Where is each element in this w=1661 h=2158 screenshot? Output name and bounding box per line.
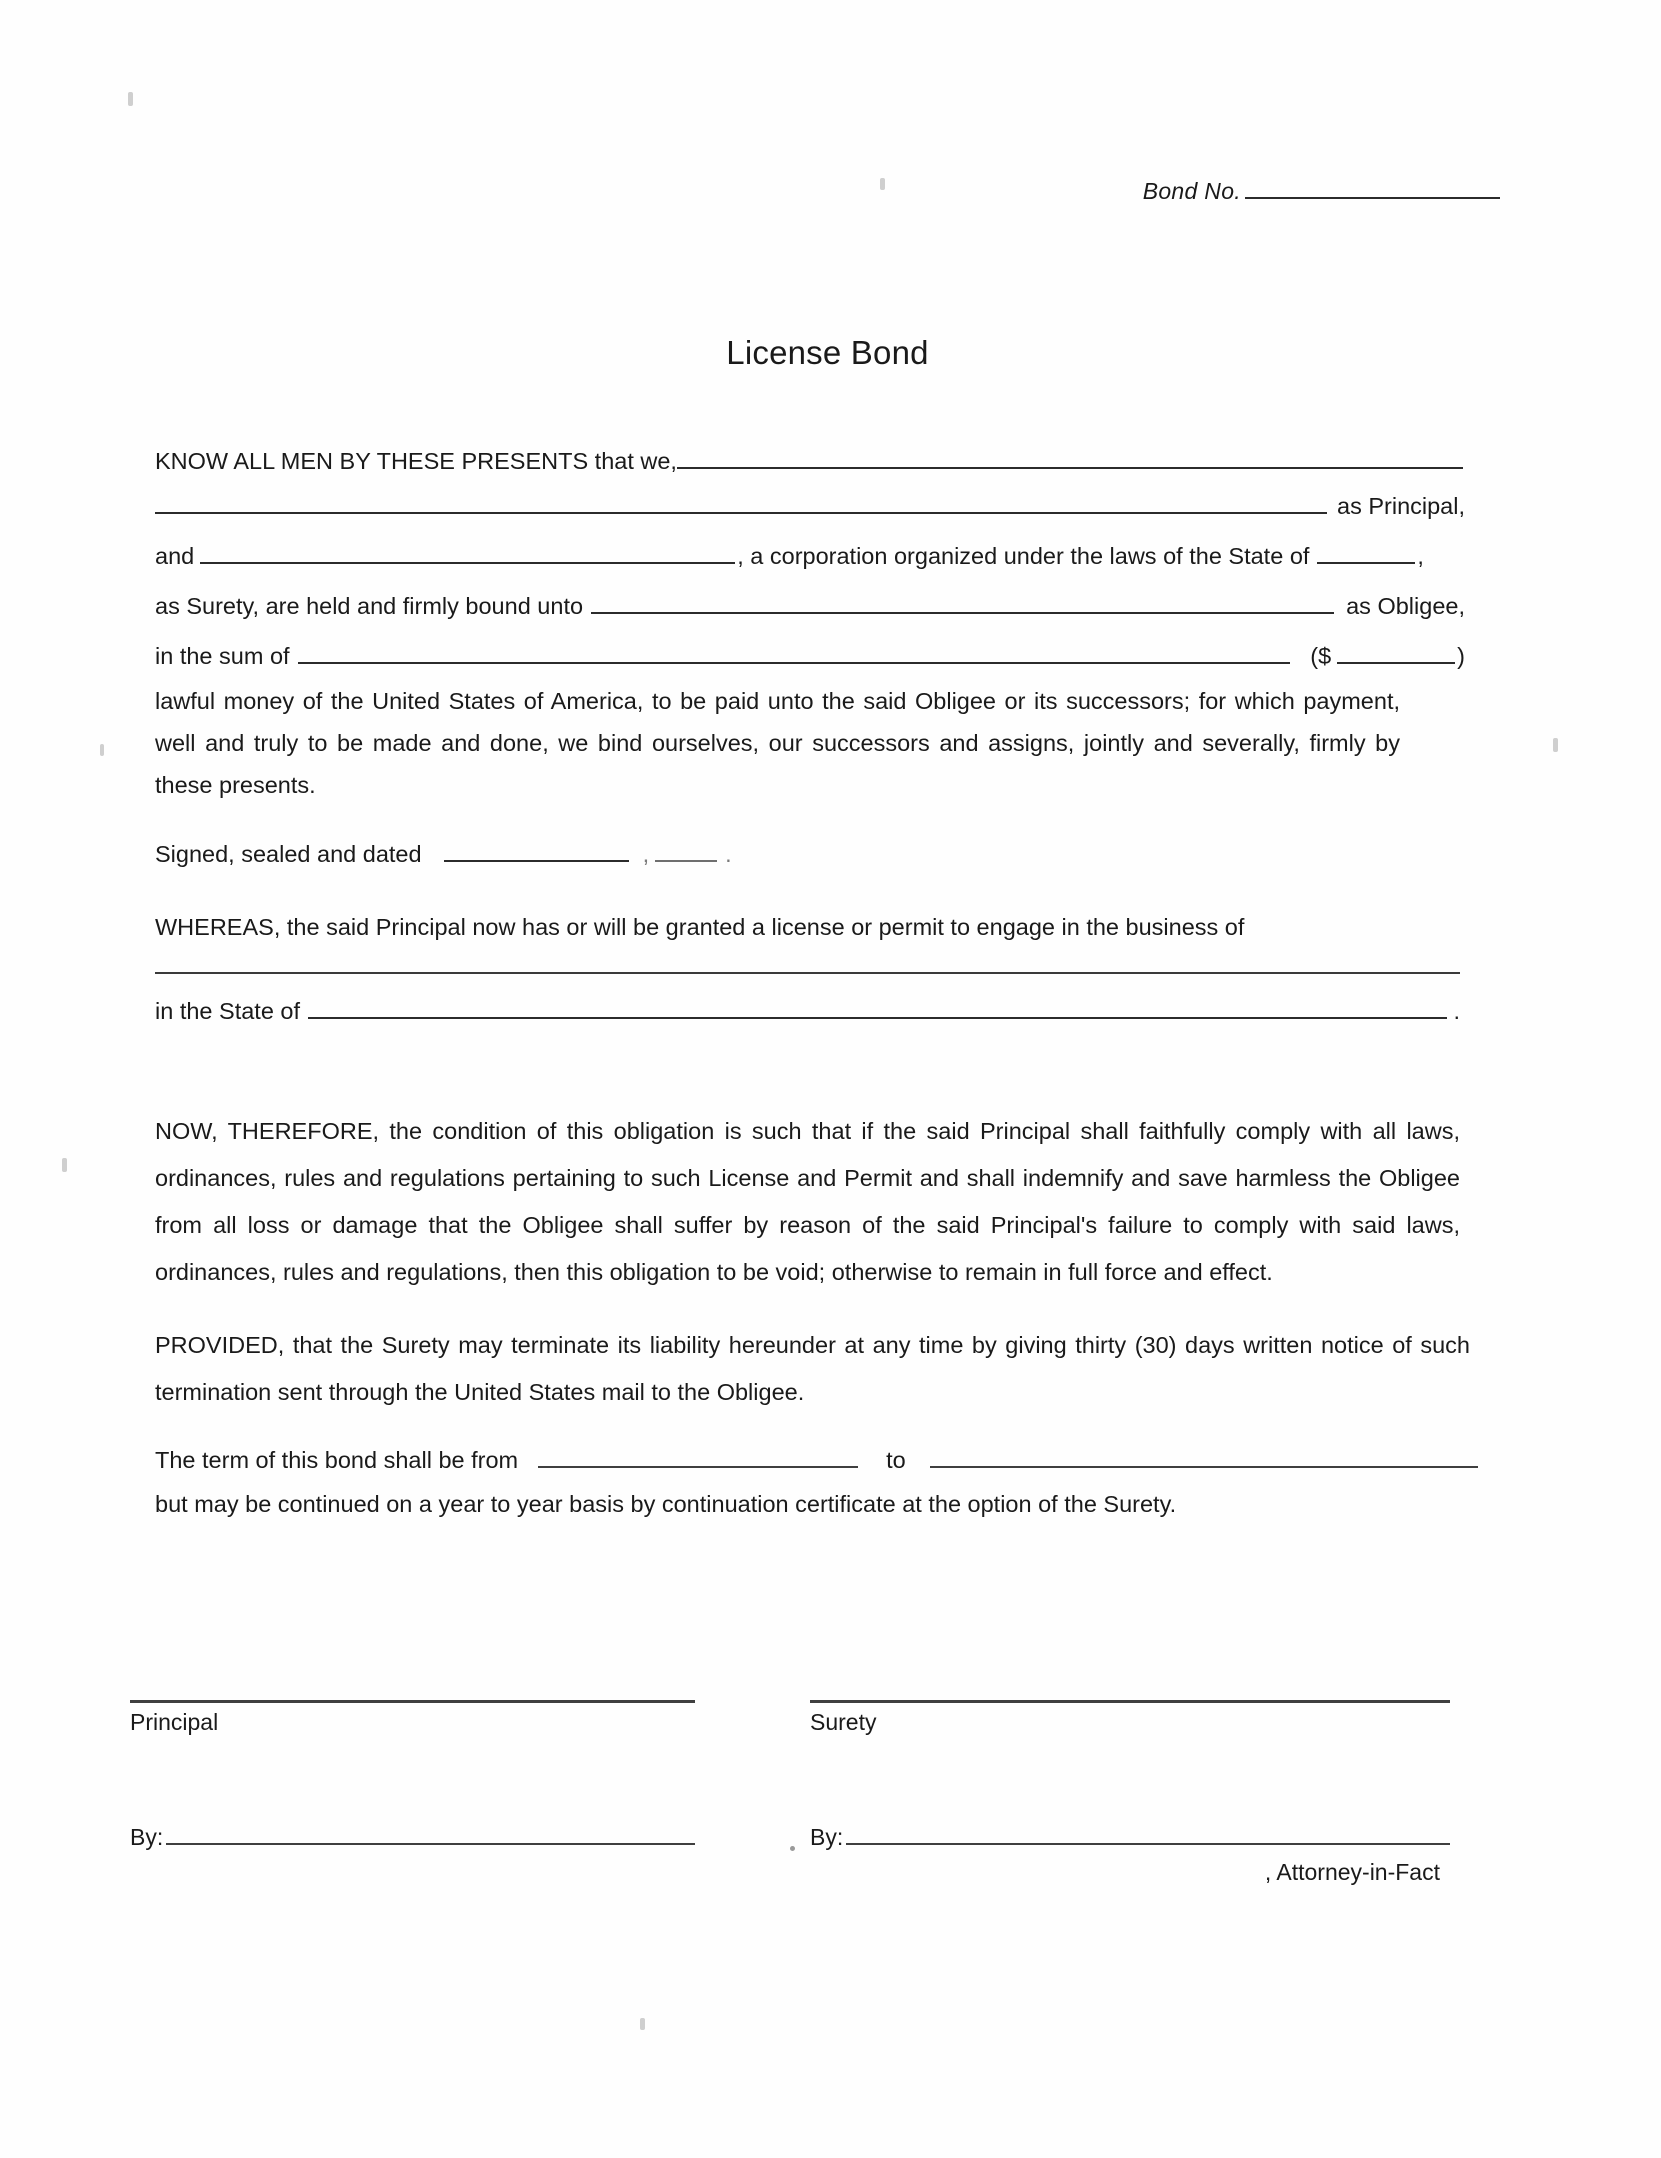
sum-line: [155, 638, 1465, 674]
in-the-sum-of-label: in the sum of: [155, 643, 290, 669]
know-all-men-label: KNOW ALL MEN BY THESE PRESENTS that we,: [155, 448, 677, 474]
whereas-paragraph: WHEREAS, the said Principal now has or will be granted a license or permit to engage in the business of: [155, 914, 1245, 940]
surety-corporation-line: [155, 538, 1465, 574]
obligee-line: [155, 588, 1465, 624]
surety-signature-column: [810, 1700, 1450, 1736]
scan-speck: [100, 744, 104, 756]
as-obligee-label: as Obligee,: [1346, 593, 1465, 619]
know-all-men-line: [155, 444, 1465, 478]
obligee-name-blank[interactable]: [591, 612, 1334, 614]
surety-by-label: By:: [810, 1824, 844, 1850]
lawful-money-paragraph: lawful money of the United States of America, to be paid unto the said Obligee or its successors; for which payment, well and truly to be made and done, we bind ourselves, our successors and assigns, jointly and severally, firmly by these presents.: [155, 688, 1400, 798]
sum-amount-blank[interactable]: [1337, 662, 1455, 664]
principal-name-blank-1[interactable]: [677, 467, 1463, 469]
signature-name-row: [130, 1700, 1500, 1736]
signed-date-period: .: [725, 841, 732, 867]
surety-by-field[interactable]: [810, 1824, 1450, 1851]
signed-date-blank[interactable]: [444, 860, 629, 862]
bond-number-blank[interactable]: [1245, 197, 1500, 199]
document-body: [155, 444, 1470, 1522]
state-line: [155, 994, 1460, 1028]
scan-speck: [880, 178, 885, 190]
and-label: and: [155, 543, 195, 569]
term-from-blank[interactable]: [538, 1466, 858, 1468]
scan-speck: [62, 1158, 67, 1172]
surety-name-blank[interactable]: [200, 562, 735, 564]
provided-paragraph: PROVIDED, that the Surety may terminate its liability hereunder at any time by giving thirty (30) days written notice of such termination sent through the United States mail to the Obligee.: [155, 1332, 1470, 1405]
principal-by-label: By:: [130, 1824, 164, 1850]
as-principal-label: as Principal,: [1337, 493, 1465, 519]
signed-year-blank[interactable]: [655, 860, 717, 862]
surety-by-column: [810, 1824, 1450, 1886]
signed-sealed-dated-label: Signed, sealed and dated: [155, 841, 422, 867]
state-name-blank[interactable]: [308, 1017, 1447, 1019]
principal-by-field[interactable]: [130, 1824, 695, 1851]
in-the-state-of-label: in the State of: [155, 998, 301, 1024]
principal-signature-column: [130, 1700, 695, 1736]
principal-by-blank[interactable]: [166, 1843, 695, 1845]
state-of-incorporation-blank[interactable]: [1317, 562, 1415, 564]
principal-name-blank-2[interactable]: [155, 512, 1327, 514]
trailing-comma: ,: [1417, 543, 1424, 569]
term-to-label: to: [886, 1447, 906, 1473]
bond-number-label: Bond No.: [1142, 178, 1241, 204]
now-therefore-paragraph: NOW, THEREFORE, the condition of this obligation is such that if the said Principal shall faithfully comply with all laws, ordinances, rules and regulations pertaining to such License and Permit and shall indemnify and save harmless the Obligee from all loss or damage that the Obligee shall suffer by reason of the said Principal's failure to comply with said laws, ordinances, rules and regulations, then this obligation to be void; otherwise to remain in full force and effect.: [155, 1118, 1460, 1285]
dollar-close-paren: ): [1457, 643, 1465, 669]
scan-speck: [1553, 738, 1558, 752]
sum-words-blank[interactable]: [298, 662, 1291, 664]
page-title: License Bond: [726, 334, 929, 371]
scan-speck: [790, 1846, 795, 1851]
signed-date-comma: ,: [642, 841, 650, 867]
principal-by-column: [130, 1824, 695, 1886]
corporation-clause-label: , a corporation organized under the laws of the State of: [737, 543, 1310, 569]
signature-block: [130, 1700, 1500, 1886]
term-continuation-text: but may be continued on a year to year basis by continuation certificate at the option of the Surety.: [155, 1491, 1177, 1517]
scan-speck: [640, 2018, 645, 2030]
signed-dated-line: [155, 836, 1465, 872]
term-to-blank[interactable]: [930, 1466, 1478, 1468]
as-principal-line: [155, 488, 1465, 524]
surety-bound-label: as Surety, are held and firmly bound unto: [155, 593, 584, 619]
dollar-open-paren: ($: [1310, 643, 1332, 669]
signature-by-row: [130, 1824, 1500, 1886]
surety-by-blank[interactable]: [846, 1843, 1450, 1845]
term-line: [155, 1442, 1480, 1478]
scan-speck: [128, 92, 133, 106]
surety-caption: Surety: [810, 1709, 877, 1735]
principal-caption: Principal: [130, 1709, 219, 1735]
term-from-label: The term of this bond shall be from: [155, 1447, 519, 1473]
bond-number-field[interactable]: [1143, 178, 1500, 205]
state-line-period: .: [1453, 998, 1460, 1024]
attorney-in-fact-label: , Attorney-in-Fact: [1264, 1859, 1440, 1885]
